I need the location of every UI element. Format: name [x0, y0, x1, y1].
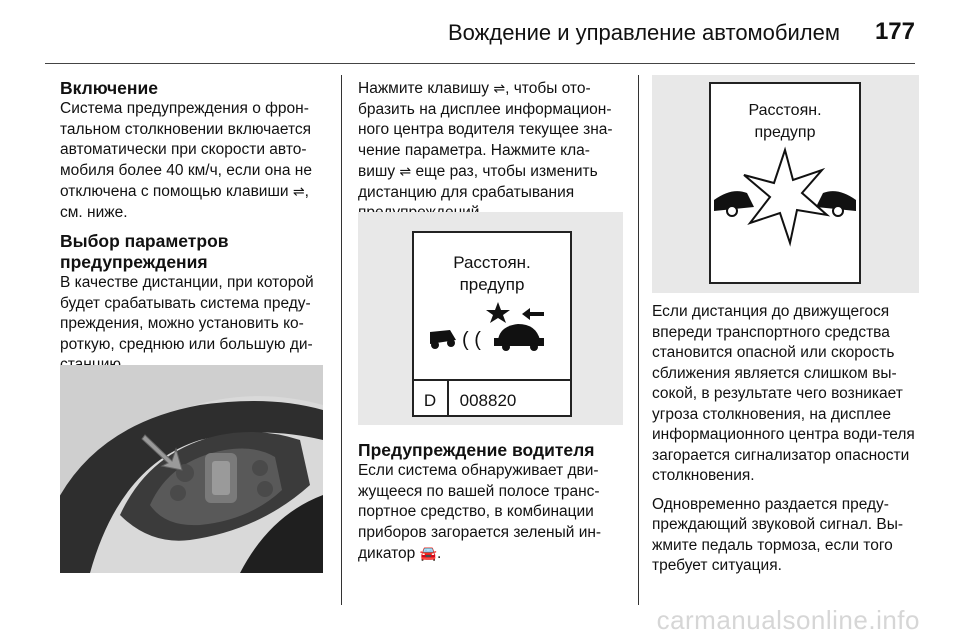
display-text-line2: предупр [459, 275, 525, 294]
brake-paragraph: Одновременно раздается преду-преждающий звуковой сигнал. Вы-жмите педаль тормоза, если того требует ситуация. [652, 495, 904, 574]
display-text-line1: Расстоян. [453, 253, 531, 272]
danger-paragraph: Если дистанция до движущегося впереди транспортного средства становится опасной или скорость сближения является слишком вы-сокой, в результате чего возникает угроза столкновения, на дисплее информационного центра води-теля загорается сигнализатор опасности столкновения. [652, 303, 915, 484]
car-front-icon: 🚘 [419, 545, 438, 561]
activation-paragraph [60, 99, 330, 223]
column-2 [358, 78, 626, 232]
alert-text-line2: предупр [754, 124, 816, 141]
press-button-text-c: еще раз, чтобы изменить дистанцию для срабатывания [358, 163, 598, 201]
parameters-paragraph: В качестве дистанции, при которой будет срабатывать система преду-преждения, можно установить ко-роткую, среднюю или большую ди- [60, 274, 314, 353]
heading-driver-warning: Предупреждение водителя [358, 440, 595, 460]
alert-text-line1: Расстоян. [748, 102, 822, 119]
column-1 [60, 78, 330, 384]
driver-warning-text: Если система обнаруживает дви-жущееся по вашей полосе транс-портное средство, в комбинации приборов загорается зеленый ин-дикатор [358, 462, 602, 562]
driver-warning-paragraph: Если система обнаруживает дви-жущееся по вашей полосе транс-портное средство, в комбинации приборов загорается зеленый ин-дикатор 🚘. [358, 462, 602, 562]
activation-text-end: , см. ниже. [60, 183, 309, 221]
column-2-lower [358, 440, 626, 573]
display-gear: D [423, 391, 437, 410]
display-odometer: 008820 [459, 391, 517, 410]
heading-parameters: Выбор параметров предупреждения [60, 231, 229, 272]
press-button-text-a: Нажмите клавишу [358, 80, 490, 97]
svg-text:( (: ( ( [462, 329, 481, 351]
press-button-paragraph [358, 78, 626, 224]
car-distance-icon: ⇌ [399, 163, 412, 179]
distance-display-illustration [358, 212, 623, 425]
header-title: Вождение и управление автомобилем [447, 20, 840, 45]
watermark: carmanualsonline.info [656, 605, 920, 635]
column-divider-left [341, 75, 342, 605]
header-divider [45, 63, 915, 64]
steering-wheel-photo [60, 365, 323, 573]
car-distance-icon: ⇌ [493, 80, 506, 96]
collision-alert-illustration [652, 75, 919, 293]
press-button-text-b: , чтобы ото-бразить на дисплее информацион-ного центра водителя текущее зна-чение параметра. Нажмите кла-вишу [358, 80, 613, 180]
column-3 [652, 302, 920, 585]
column-divider-right [638, 75, 639, 605]
activation-text: Система предупреждения о фрон-тальном столкновении включается автоматически при скорости авто-мобиля более 40 км/ч, если она не отключена с помощью клавиши [60, 100, 312, 200]
heading-activation: Включение [60, 78, 158, 98]
car-distance-icon: ⇌ [292, 183, 305, 199]
page-number: 177 [874, 18, 915, 45]
